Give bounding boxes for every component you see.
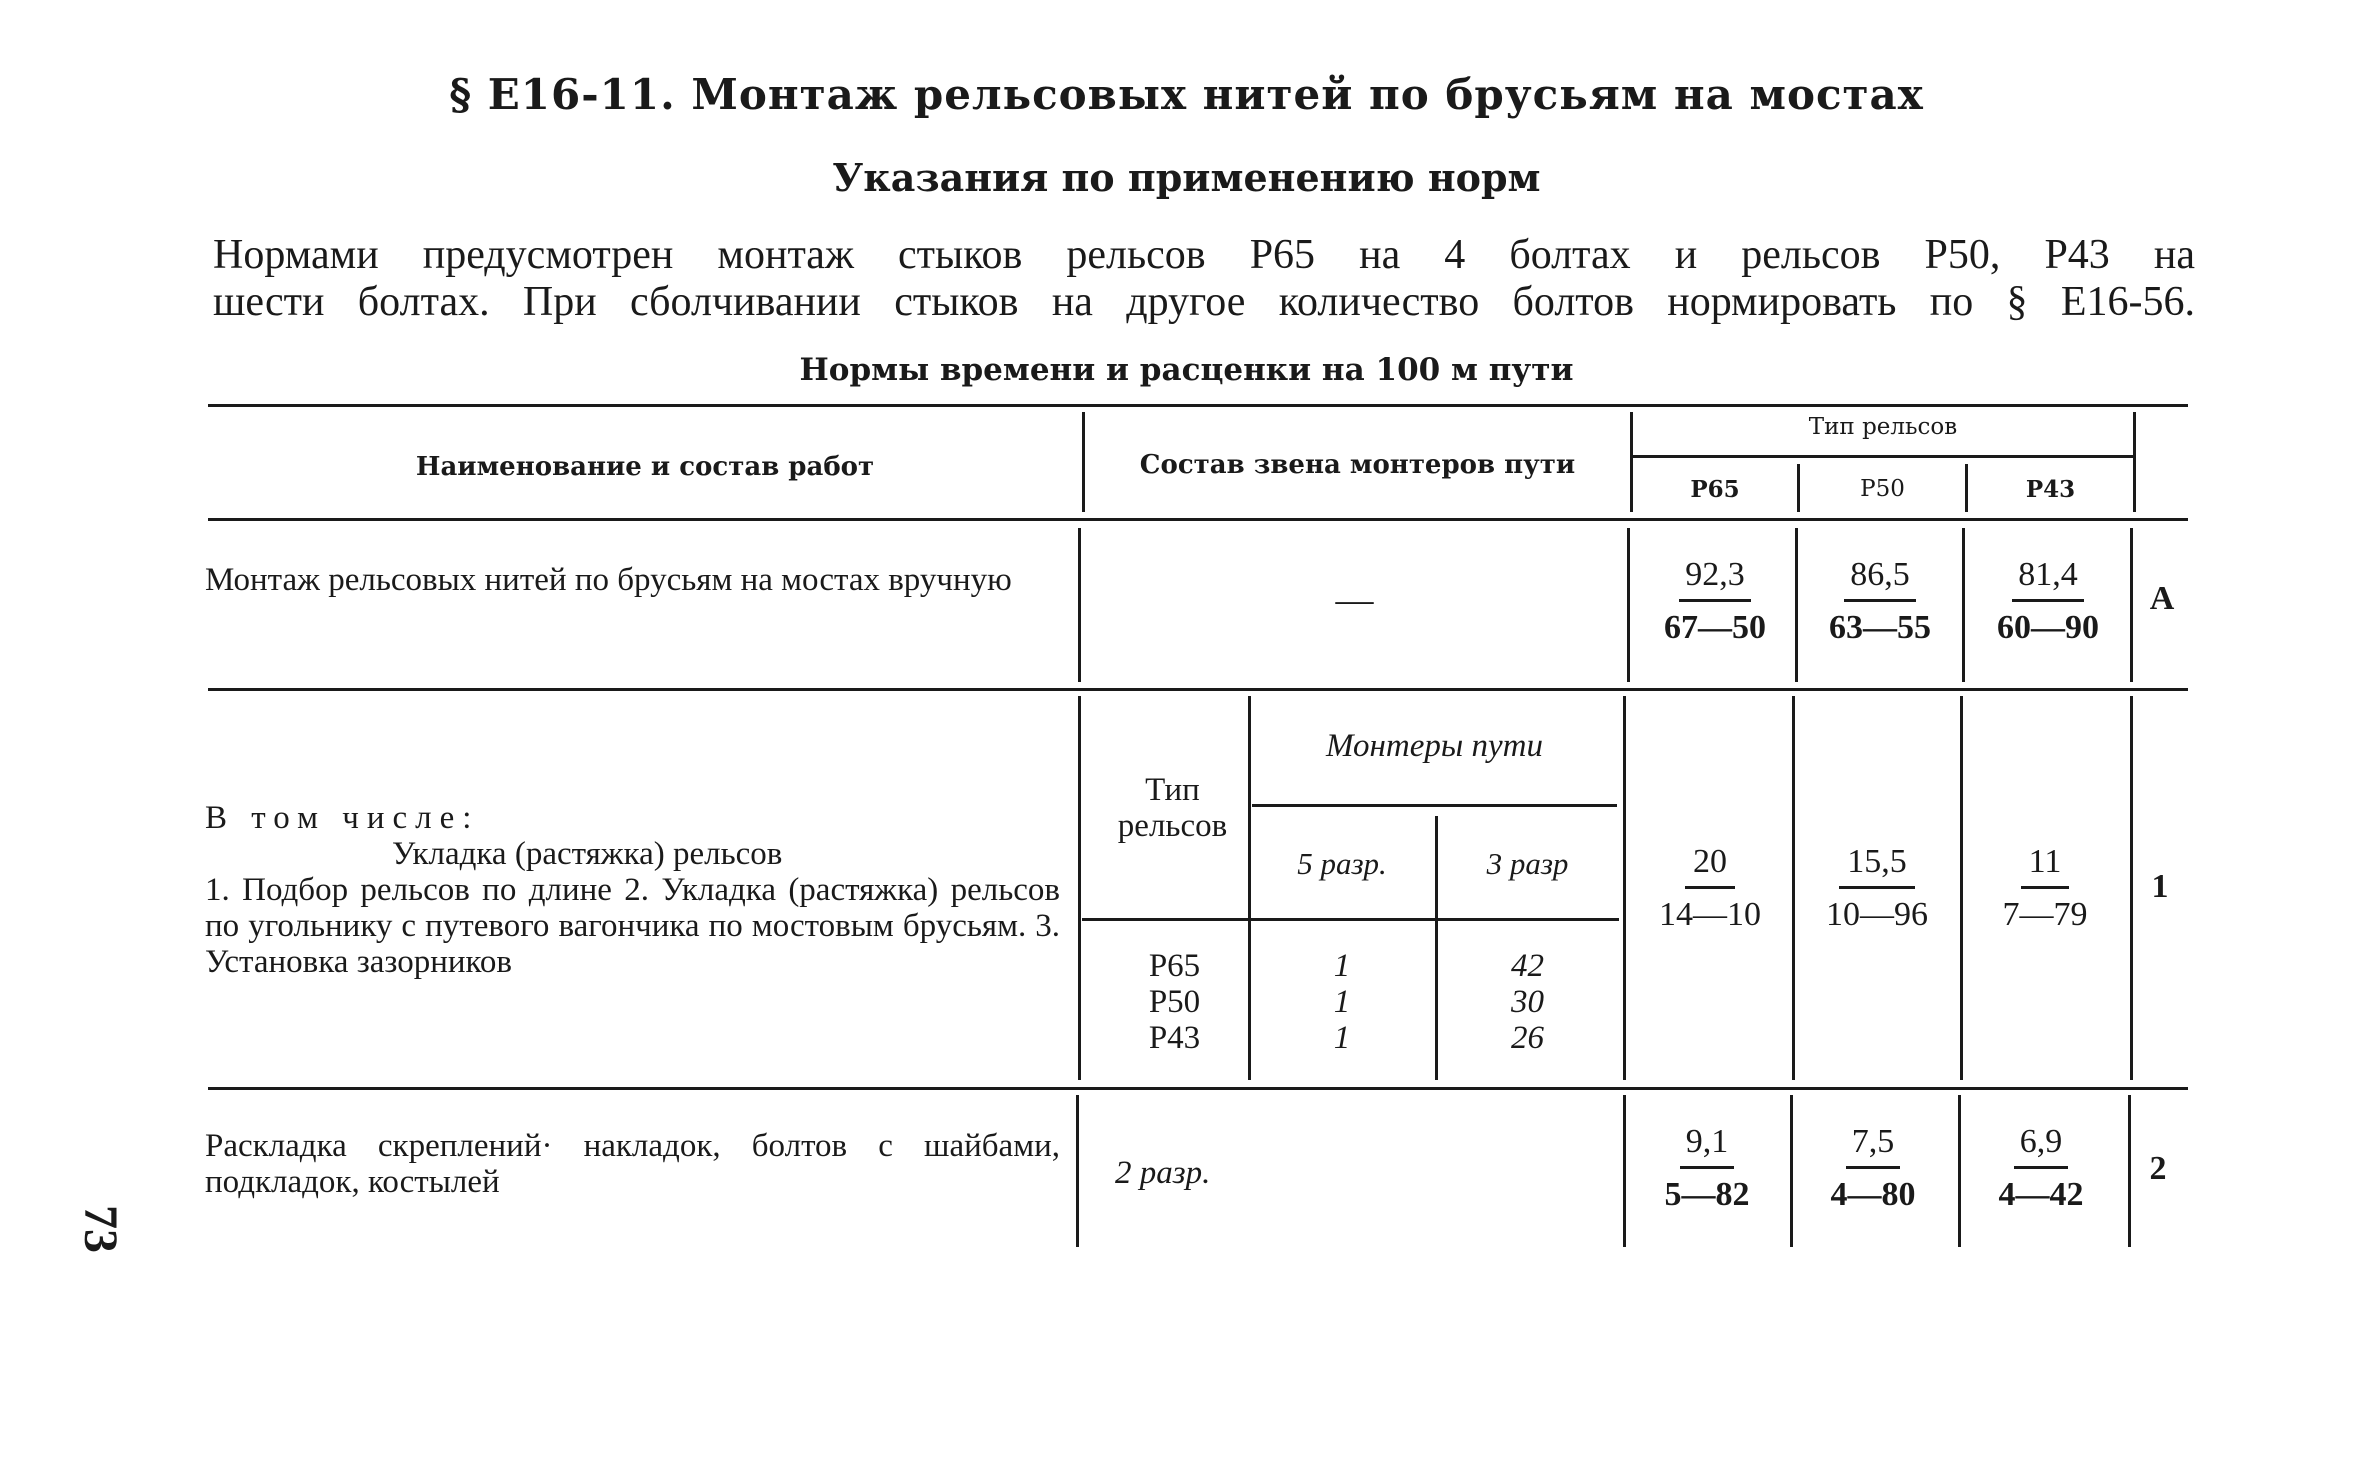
vline-crew-r1	[1627, 528, 1630, 682]
row1-p50-price: 63—55	[1829, 609, 1931, 646]
vline-crew-r2	[1623, 696, 1626, 1080]
header-crew: Состав звена монтеров пути	[1139, 450, 1576, 480]
sub-r5-p65: 1	[1333, 948, 1351, 984]
header-p43: Р43	[2025, 476, 2076, 503]
vline-p50-r3	[1958, 1095, 1961, 1247]
vline-sub-rail	[1248, 696, 1251, 1080]
rule-row2-bottom	[208, 1087, 2188, 1090]
row2-p65-price: 14—10	[1659, 896, 1761, 933]
vline-index-r2	[2130, 696, 2133, 1080]
row2-incl: В том числе:	[205, 800, 480, 836]
row2-p50	[1802, 842, 1952, 935]
row3-p65-norm: 9,1	[1680, 1122, 1735, 1169]
vline-p65-r1	[1795, 528, 1798, 682]
row3-p43	[1966, 1122, 2116, 1215]
vline-crew-r3	[1623, 1095, 1626, 1247]
page-number: 73	[74, 1205, 127, 1253]
row1-p43-price: 60—90	[1997, 609, 2099, 646]
row3-name: Раскладка скреплений· накладок, болтов с шайбами, подкладок, костылей	[205, 1128, 1060, 1200]
row1-name	[205, 562, 1060, 598]
row2-sub-rail-type: Тип рельсов	[1117, 772, 1228, 844]
sub-rail-p50: Р50	[1148, 984, 1201, 1020]
header-p50: Р50	[1860, 476, 1905, 502]
header-p65: Р65	[1690, 476, 1740, 503]
sub-r5-p50: 1	[1333, 984, 1351, 1020]
vline-sub-5-3	[1435, 816, 1438, 1080]
row3-p50-norm: 7,5	[1846, 1122, 1901, 1169]
row3-p65	[1632, 1122, 1782, 1215]
paragraph-line-2: шести болтах. При сболчивании стыков на другое количество болтов нормировать по § Е16-56.	[213, 279, 2195, 325]
sub-r3-p43: 26	[1511, 1020, 1544, 1056]
row1-p65-norm: 92,3	[1679, 555, 1751, 602]
row1-p43-norm: 81,4	[2012, 555, 2084, 602]
row3-p65-price: 5—82	[1664, 1176, 1750, 1213]
vline-p50-r1	[1962, 528, 1965, 682]
vline-p65-r2	[1792, 696, 1795, 1080]
row3-crew: 2 разр.	[1115, 1155, 1211, 1191]
sub-rail-p43: Р43	[1148, 1020, 1201, 1056]
row2-sub-5: 5 разр.	[1297, 846, 1387, 881]
header-name: Наименование и состав работ	[415, 452, 875, 482]
sub-r3-p50: 30	[1511, 984, 1544, 1020]
vline-index-r3	[2128, 1095, 2131, 1247]
row1-p43	[1973, 555, 2123, 648]
row3-p50-price: 4—80	[1830, 1176, 1916, 1213]
row2-sub-3: 3 разр	[1486, 846, 1569, 881]
row2-p43-norm: 11	[2021, 842, 2070, 889]
row1-index: А	[2149, 580, 2175, 617]
header-rail-type: Тип рельсов	[1808, 414, 1958, 440]
row1-name-text: Монтаж рельсовых нитей по брусьям на мостах вручную	[205, 562, 1012, 598]
rule-row1-bottom	[208, 688, 2188, 691]
rule-header-bottom	[208, 518, 2188, 521]
row2-p65-norm: 20	[1685, 842, 1735, 889]
vline-index	[2133, 412, 2136, 512]
row1-p65-price: 67—50	[1664, 609, 1766, 646]
vline-name-r1	[1078, 528, 1081, 682]
row2-p43	[1970, 842, 2120, 935]
subheading: Указания по применению норм	[832, 155, 1541, 200]
row2-p43-price: 7—79	[2002, 896, 2088, 933]
vline-name-r2	[1078, 696, 1081, 1080]
sub-r5-p43: 1	[1333, 1020, 1351, 1056]
vline-name-r3	[1076, 1095, 1079, 1247]
rule-subheader	[1630, 455, 2135, 458]
row2-sub-monters: Монтеры пути	[1326, 728, 1543, 764]
row1-p65	[1640, 555, 1790, 648]
row2-title: Укладка (растяжка) рельсов	[392, 836, 783, 872]
row2-p50-norm: 15,5	[1839, 842, 1915, 889]
rule-top	[208, 404, 2188, 407]
row3-p43-price: 4—42	[1998, 1176, 2084, 1213]
row2-desc: 1. Подбор рельсов по длине 2. Укладка (растяжка) рельсов по угольнику с путевого вагончика по мостовым брусьям. 3. Установка зазорников	[205, 872, 1060, 980]
intro-paragraph	[213, 232, 2195, 326]
row1-p50	[1805, 555, 1955, 648]
row3-p50	[1798, 1122, 1948, 1215]
row2-p65	[1635, 842, 1785, 935]
row1-p50-norm: 86,5	[1844, 555, 1916, 602]
vline-p50-r2	[1960, 696, 1963, 1080]
sub-r3-p65: 42	[1511, 948, 1544, 984]
paragraph-line-1: Нормами предусмотрен монтаж стыков рельсов Р65 на 4 болтах и рельсов Р50, Р43 на	[213, 232, 2195, 278]
row3-index: 2	[2149, 1150, 2167, 1187]
vline-index-r1	[2130, 528, 2133, 682]
vline-p65-r3	[1790, 1095, 1793, 1247]
row2-index: 1	[2151, 868, 2169, 905]
section-heading: § Е16-11. Монтаж рельсовых нитей по брусьям на мостах	[449, 70, 1924, 119]
rule-sub-header	[1082, 918, 1619, 921]
sub-rail-p65: Р65	[1148, 948, 1201, 984]
table-title: Нормы времени и расценки на 100 м пути	[799, 352, 1574, 388]
row2-p50-price: 10—96	[1826, 896, 1928, 933]
rule-sub-monters	[1252, 804, 1617, 807]
row3-p43-norm: 6,9	[2014, 1122, 2069, 1169]
row1-crew: —	[1335, 579, 1374, 621]
